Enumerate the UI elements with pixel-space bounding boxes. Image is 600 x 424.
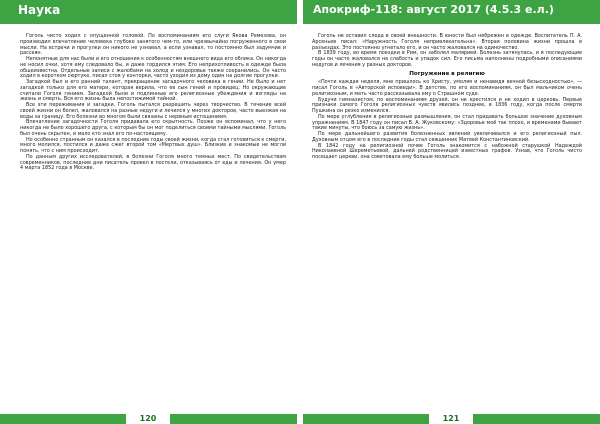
right-header-title: Апокриф-118: август 2017 (4.5.3 е.л.) (313, 3, 554, 16)
paragraph: Но особенно странным он казался в последние годы своей жизни, когда стал готовиться к смерти, много молился, постился и даже сжег второй том «Мертвых душ». Близкие и знакомые не могли понять, что с ним происходит. (20, 136, 286, 154)
paragraph: По мере углубления в религиозные размышления, он стал придавать большое значение духовным упражнениям. В 1847 году он писал В. А. Жуковскому: «Здоровье моё так плохо, и временами бывают такие минуты, что боюсь за самую жизнь». (312, 113, 582, 132)
paragraph: Все эти переживания и загадки, Гоголь пытался разрешить через творчество. В течение всей своей жизни он болел, жаловался на разные недуги и лечился у многих докторов, часто выезжая на воды за границу. Его болезни во многом были связаны с нервным истощением. (20, 102, 286, 120)
paragraph: В 1842 году на религиозной почве Гоголь знакомится с набожной старушкой Надеждой Николаевной Шереметьевой, дальней родственницей известных графов. Узнав, что Гоголь чисто посещает церкви, она советовала ему больше молиться. (312, 142, 582, 160)
paragraph: Загадкой был и его ранний талант, прекращение загадочного человека в гении. Не было и нет загадкой только для его матери, которая верила, что ее сын гений и провидец. Но окружающие считали Гоголя гением. Загадкой были и подлинные его религиозные убеждения и взгляды на жизнь и смерть. Вся его жизнь была непостижимой тайной. (20, 79, 286, 103)
paragraph: «Почти каждая неделя, мне пришлось ко Христу, умоляя и ненавидя вечной безысходностью», — писал Гоголь в «Авторской исповеди». В детстве, по его воспоминаниям, он был мальчиком очень религиозным, и мать часто рассказывала ему о Страшном суде. (312, 79, 582, 97)
paragraph: По мере дальнейшего развития болезненных явлений увеличивался и его религиозный пыл. Духовным отцом его в последние годы стал священник Матвей Константиновский. (312, 131, 582, 143)
paragraph: Гоголь чисто ходил с опущенной головой. По воспоминаниям его слуги Якова Ремезова, он производил впечатление человека глубоко занятого чем-то, или чрезвычайно погруженного в свои мысли. На встречи и прогулки он никого не узнавал, а если узнавал, то постоянно был задумчив и рассеян. (20, 33, 286, 57)
left-page-number: 120 (126, 414, 170, 424)
left-page-column (20, 34, 286, 172)
right-page-column (312, 34, 582, 161)
section-heading: Погружение в религию (409, 70, 485, 77)
left-header-title: Наука (18, 3, 61, 17)
left-header-bar (0, 0, 297, 24)
paragraph: В 1839 году, во время поездки в Рим, он заболел малярией. Болезнь затянулась, и в последующие годы он часто жаловался на слабость и упадок сил. Его письма наполнены подробными описаниями недугов и лечения у разных докторов. (312, 50, 582, 68)
right-footer-bar (303, 414, 600, 424)
paragraph: Впечатление загадочности Гоголя придавала его скрытность. Позже он вспоминал, что у него никогда не было хорошего друга, с которым бы он мог поделиться своими тайными мыслями. Гоголь был очень скрытен, и мало кто знал его по-настоящему. (20, 119, 286, 137)
left-footer-bar (0, 414, 297, 424)
right-page-number: 121 (429, 414, 473, 424)
paragraph: По данным других исследователей, в болезни Гоголя много темных мест. По свидетельствам современников, последние дни писатель провел в постели, отказываясь от еды и лечения. Он умер 4 марта 1852 года в Москве. (20, 153, 286, 172)
paragraph: Гоголь не оставил следа в своей внешности. В юности был небрежен в одежде. Воспитатель П. А. Арсеньев писал: «Наружность Гоголя непривлекательна». Вторая половина жизни прошла в разъездах. Это постоянно угнетало его, и он часто жаловался на одиночество. (312, 33, 582, 51)
right-header-bar (303, 0, 600, 24)
paragraph: Будучи гимназистом, по воспоминаниям друзей, он не крестился и не ходил в церковь. Первые признаки самого Гоголя религиозных чувств явились позднее, в 1836 году, когда после смерти Пушкина он резко изменился. (312, 96, 582, 114)
paragraph: Непонятные для нас были и его отношения к особенностям внешнего вида его облика. Он никогда не носил очки, хотя ему следовало бы, и даже гордился этим. Его неприхотливость в одежде была общеизвестна. Отдельные записи с жалобами на холод и нездоровье также сохранились. Он часто ходил в коротком сюртуке, писал стоя у конторки, часто уходил из дому один на долгие прогулки. (20, 56, 286, 80)
